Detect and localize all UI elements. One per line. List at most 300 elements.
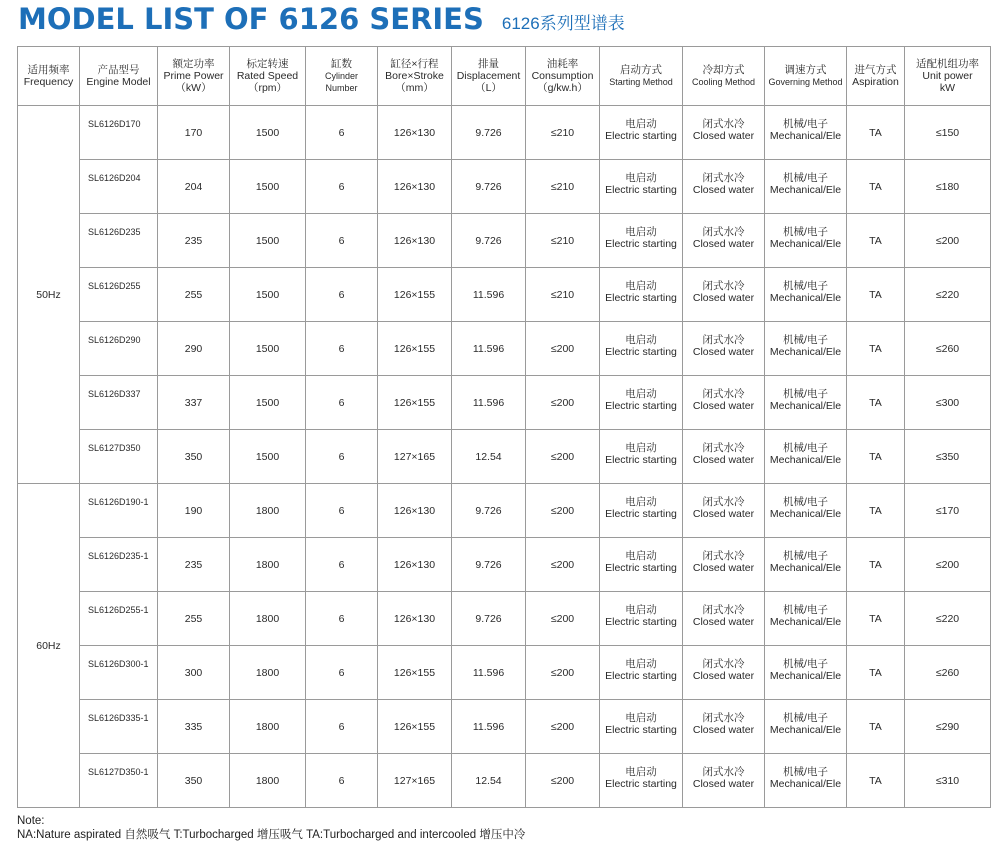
starting-method-cell-en: Electric starting [605, 291, 677, 304]
frequency-cell: 50Hz [18, 106, 80, 484]
column-header-en: Bore×Stroke [385, 70, 444, 82]
consumption-cell: ≤200 [526, 430, 600, 484]
starting-method-cell-en: Electric starting [605, 615, 677, 628]
starting-method-cell-lines [602, 334, 680, 358]
unit-power-cell: ≤180 [905, 160, 991, 214]
cooling-method-cell [683, 484, 765, 538]
cooling-method-cell-lines [685, 226, 762, 250]
governing-method-cell-lines [767, 658, 844, 682]
governing-method-cell-en: Mechanical/Ele [769, 183, 842, 196]
cooling-method-cell-lines [685, 604, 762, 628]
model-list-table [17, 46, 991, 808]
starting-method-cell-cn: 电启动 [625, 711, 657, 724]
column-header [905, 47, 991, 106]
governing-method-cell [765, 268, 847, 322]
governing-method-cell-en: Mechanical/Ele [769, 669, 842, 682]
cylinder-number-cell: 6 [306, 700, 378, 754]
displacement-cell: 11.596 [452, 646, 526, 700]
starting-method-cell-cn: 电启动 [625, 333, 657, 346]
prime-power-cell: 350 [158, 754, 230, 808]
starting-method-cell-cn: 电启动 [625, 549, 657, 562]
bore-stroke-cell: 126×130 [378, 214, 452, 268]
displacement-cell: 9.726 [452, 106, 526, 160]
footnote [17, 814, 525, 842]
governing-method-cell-en: Mechanical/Ele [769, 507, 842, 520]
prime-power-cell: 290 [158, 322, 230, 376]
starting-method-cell [600, 106, 683, 160]
prime-power-cell: 255 [158, 592, 230, 646]
starting-method-cell-en: Electric starting [605, 723, 677, 736]
consumption-cell: ≤210 [526, 160, 600, 214]
cooling-method-cell-en: Closed water [692, 777, 755, 790]
cooling-method-cell-lines [685, 766, 762, 790]
engine-model-cell-value: SL6126D335-1 [88, 712, 149, 723]
cooling-method-cell-cn: 闭式水冷 [702, 495, 745, 508]
cooling-method-cell-cn: 闭式水冷 [702, 387, 745, 400]
consumption-cell: ≤200 [526, 646, 600, 700]
governing-method-cell-cn: 机械/电子 [783, 171, 828, 184]
rated-speed-cell: 1500 [230, 106, 306, 160]
governing-method-cell-en: Mechanical/Ele [769, 615, 842, 628]
cooling-method-cell [683, 322, 765, 376]
column-header-en: Governing Method [768, 77, 843, 87]
governing-method-cell-en: Mechanical/Ele [769, 345, 842, 358]
starting-method-cell-lines [602, 226, 680, 250]
starting-method-cell-cn: 电启动 [625, 495, 657, 508]
unit-power-cell: ≤170 [905, 484, 991, 538]
column-header-cn: 适配机组功率 [916, 58, 979, 70]
cooling-method-cell-cn: 闭式水冷 [702, 603, 745, 616]
cooling-method-cell [683, 754, 765, 808]
column-header-en: Starting Method [609, 77, 673, 87]
engine-model-cell-value: SL6126D235 [88, 226, 141, 237]
consumption-cell: ≤200 [526, 484, 600, 538]
column-header-unit: （kW） [175, 82, 212, 94]
page-subtitle: 6126系列型谱表 [501, 14, 625, 33]
governing-method-cell [765, 538, 847, 592]
cylinder-number-cell: 6 [306, 646, 378, 700]
governing-method-cell [765, 106, 847, 160]
page-title-row [18, 2, 625, 42]
engine-model-cell [80, 268, 158, 322]
engine-model-cell [80, 538, 158, 592]
displacement-cell: 11.596 [452, 700, 526, 754]
column-header [600, 47, 683, 106]
aspiration-cell: TA [847, 700, 905, 754]
cooling-method-cell-en: Closed water [692, 615, 755, 628]
rated-speed-cell: 1500 [230, 322, 306, 376]
governing-method-cell-cn: 机械/电子 [783, 657, 828, 670]
displacement-cell: 9.726 [452, 592, 526, 646]
engine-model-cell [80, 700, 158, 754]
starting-method-cell-cn: 电启动 [625, 225, 657, 238]
starting-method-cell [600, 160, 683, 214]
consumption-cell: ≤200 [526, 754, 600, 808]
note-label: Note: [17, 815, 45, 827]
cooling-method-cell [683, 592, 765, 646]
column-header-cn: 排量 [478, 58, 499, 70]
cooling-method-cell-lines [685, 658, 762, 682]
rated-speed-cell: 1800 [230, 754, 306, 808]
bore-stroke-cell: 127×165 [378, 754, 452, 808]
prime-power-cell: 204 [158, 160, 230, 214]
table-row [18, 268, 991, 322]
starting-method-cell-cn: 电启动 [625, 657, 657, 670]
column-header-cn: 适用频率 [27, 64, 70, 76]
cooling-method-cell-lines [685, 550, 762, 574]
bore-stroke-cell: 126×155 [378, 700, 452, 754]
bore-stroke-cell: 126×130 [378, 592, 452, 646]
cooling-method-cell [683, 538, 765, 592]
starting-method-cell-lines [602, 658, 680, 682]
aspiration-cell: TA [847, 268, 905, 322]
governing-method-cell-cn: 机械/电子 [783, 603, 828, 616]
column-header [306, 47, 378, 106]
table-row [18, 322, 991, 376]
starting-method-cell [600, 430, 683, 484]
unit-power-cell: ≤260 [905, 322, 991, 376]
governing-method-cell-en: Mechanical/Ele [769, 777, 842, 790]
column-header-unit: （L） [475, 82, 502, 94]
starting-method-cell-en: Electric starting [605, 453, 677, 466]
prime-power-cell: 235 [158, 538, 230, 592]
governing-method-cell-cn: 机械/电子 [783, 225, 828, 238]
column-header [526, 47, 600, 106]
column-header-cn: 缸径×行程 [390, 58, 439, 70]
starting-method-cell-lines [602, 712, 680, 736]
governing-method-cell [765, 376, 847, 430]
column-header-unit: （rpm） [247, 82, 288, 94]
column-header [18, 47, 80, 106]
table-header-row [18, 47, 991, 106]
bore-stroke-cell: 126×130 [378, 538, 452, 592]
starting-method-cell-cn: 电启动 [625, 117, 657, 130]
cooling-method-cell-cn: 闭式水冷 [702, 279, 745, 292]
cooling-method-cell-en: Closed water [692, 237, 755, 250]
engine-model-cell-value: SL6126D290 [88, 334, 141, 345]
cooling-method-cell-cn: 闭式水冷 [702, 117, 745, 130]
aspiration-cell: TA [847, 322, 905, 376]
starting-method-cell-lines [602, 172, 680, 196]
column-header-cn: 标定转速 [246, 58, 289, 70]
cylinder-number-cell: 6 [306, 322, 378, 376]
governing-method-cell [765, 700, 847, 754]
governing-method-cell [765, 160, 847, 214]
aspiration-cell: TA [847, 430, 905, 484]
starting-method-cell [600, 484, 683, 538]
starting-method-cell-cn: 电启动 [625, 765, 657, 778]
starting-method-cell-en: Electric starting [605, 129, 677, 142]
column-header-en: Rated Speed [236, 70, 299, 82]
starting-method-cell-cn: 电启动 [625, 603, 657, 616]
starting-method-cell [600, 214, 683, 268]
starting-method-cell [600, 322, 683, 376]
column-header-cn: 进气方式 [854, 64, 897, 76]
prime-power-cell: 335 [158, 700, 230, 754]
cooling-method-cell-cn: 闭式水冷 [702, 657, 745, 670]
column-header [847, 47, 905, 106]
cylinder-number-cell: 6 [306, 430, 378, 484]
column-header-cn: 启动方式 [620, 64, 662, 76]
governing-method-cell-en: Mechanical/Ele [769, 723, 842, 736]
column-header-en: Frequency [23, 76, 74, 88]
governing-method-cell-lines [767, 226, 844, 250]
governing-method-cell [765, 754, 847, 808]
prime-power-cell: 300 [158, 646, 230, 700]
bore-stroke-cell: 126×155 [378, 376, 452, 430]
governing-method-cell-lines [767, 604, 844, 628]
rated-speed-cell: 1500 [230, 160, 306, 214]
governing-method-cell-en: Mechanical/Ele [769, 453, 842, 466]
cooling-method-cell-en: Closed water [692, 669, 755, 682]
engine-model-cell [80, 430, 158, 484]
consumption-cell: ≤200 [526, 376, 600, 430]
cooling-method-cell-en: Closed water [692, 291, 755, 304]
column-header [765, 47, 847, 106]
column-header-en: Prime Power [163, 70, 224, 82]
governing-method-cell-lines [767, 496, 844, 520]
bore-stroke-cell: 126×155 [378, 646, 452, 700]
cooling-method-cell [683, 106, 765, 160]
starting-method-cell-lines [602, 280, 680, 304]
frequency-cell: 60Hz [18, 484, 80, 808]
governing-method-cell-lines [767, 280, 844, 304]
cooling-method-cell-lines [685, 334, 762, 358]
governing-method-cell-en: Mechanical/Ele [769, 561, 842, 574]
governing-method-cell-cn: 机械/电子 [783, 333, 828, 346]
governing-method-cell-lines [767, 334, 844, 358]
cylinder-number-cell: 6 [306, 376, 378, 430]
column-header-en: Cooling Method [691, 77, 756, 87]
engine-model-cell [80, 646, 158, 700]
aspiration-cell: TA [847, 538, 905, 592]
starting-method-cell-cn: 电启动 [625, 171, 657, 184]
engine-model-cell [80, 322, 158, 376]
table-row [18, 646, 991, 700]
governing-method-cell-lines [767, 442, 844, 466]
governing-method-cell-en: Mechanical/Ele [769, 399, 842, 412]
starting-method-cell-lines [602, 118, 680, 142]
column-header-en: Consumption [531, 70, 594, 82]
unit-power-cell: ≤220 [905, 592, 991, 646]
governing-method-cell [765, 592, 847, 646]
starting-method-cell-en: Electric starting [605, 237, 677, 250]
cooling-method-cell [683, 214, 765, 268]
column-header-unit: （mm） [395, 82, 434, 94]
cooling-method-cell [683, 268, 765, 322]
prime-power-cell: 170 [158, 106, 230, 160]
starting-method-cell-en: Electric starting [605, 345, 677, 358]
starting-method-cell-cn: 电启动 [625, 441, 657, 454]
table-row [18, 376, 991, 430]
governing-method-cell-cn: 机械/电子 [783, 117, 828, 130]
engine-model-cell-value: SL6126D255 [88, 280, 141, 291]
starting-method-cell [600, 592, 683, 646]
starting-method-cell-lines [602, 550, 680, 574]
governing-method-cell [765, 322, 847, 376]
rated-speed-cell: 1800 [230, 538, 306, 592]
aspiration-cell: TA [847, 214, 905, 268]
governing-method-cell-cn: 机械/电子 [783, 495, 828, 508]
governing-method-cell-cn: 机械/电子 [783, 711, 828, 724]
cylinder-number-cell: 6 [306, 268, 378, 322]
governing-method-cell [765, 214, 847, 268]
aspiration-cell: TA [847, 592, 905, 646]
column-header [452, 47, 526, 106]
cooling-method-cell-cn: 闭式水冷 [702, 171, 745, 184]
unit-power-cell: ≤260 [905, 646, 991, 700]
cooling-method-cell-cn: 闭式水冷 [702, 333, 745, 346]
cylinder-number-cell: 6 [306, 106, 378, 160]
rated-speed-cell: 1800 [230, 592, 306, 646]
column-header-unit: （g/kw.h） [537, 82, 588, 94]
bore-stroke-cell: 127×165 [378, 430, 452, 484]
starting-method-cell-lines [602, 388, 680, 412]
displacement-cell: 9.726 [452, 538, 526, 592]
governing-method-cell-lines [767, 766, 844, 790]
engine-model-cell-value: SL6127D350-1 [88, 766, 149, 777]
rated-speed-cell: 1500 [230, 268, 306, 322]
engine-model-cell [80, 106, 158, 160]
displacement-cell: 11.596 [452, 322, 526, 376]
cylinder-number-cell: 6 [306, 538, 378, 592]
cylinder-number-cell: 6 [306, 484, 378, 538]
column-header-unit: kW [939, 82, 956, 94]
cooling-method-cell-en: Closed water [692, 129, 755, 142]
cooling-method-cell-lines [685, 442, 762, 466]
unit-power-cell: ≤150 [905, 106, 991, 160]
prime-power-cell: 255 [158, 268, 230, 322]
cooling-method-cell-lines [685, 280, 762, 304]
cooling-method-cell-en: Closed water [692, 723, 755, 736]
governing-method-cell-cn: 机械/电子 [783, 387, 828, 400]
table-row [18, 484, 991, 538]
aspiration-cell: TA [847, 646, 905, 700]
cooling-method-cell-en: Closed water [692, 453, 755, 466]
governing-method-cell-en: Mechanical/Ele [769, 129, 842, 142]
governing-method-cell-en: Mechanical/Ele [769, 291, 842, 304]
starting-method-cell [600, 700, 683, 754]
consumption-cell: ≤200 [526, 592, 600, 646]
cooling-method-cell-cn: 闭式水冷 [702, 765, 745, 778]
column-header [80, 47, 158, 106]
engine-model-cell-value: SL6126D204 [88, 172, 141, 183]
column-header-en: Cylinder Number [324, 71, 358, 93]
cylinder-number-cell: 6 [306, 754, 378, 808]
displacement-cell: 9.726 [452, 160, 526, 214]
column-header-cn: 额定功率 [172, 58, 215, 70]
consumption-cell: ≤210 [526, 106, 600, 160]
cooling-method-cell-en: Closed water [692, 345, 755, 358]
unit-power-cell: ≤200 [905, 214, 991, 268]
starting-method-cell-lines [602, 766, 680, 790]
governing-method-cell [765, 430, 847, 484]
cooling-method-cell-en: Closed water [692, 561, 755, 574]
governing-method-cell-cn: 机械/电子 [783, 441, 828, 454]
engine-model-cell-value: SL6126D337 [88, 388, 141, 399]
table-row [18, 754, 991, 808]
governing-method-cell-lines [767, 712, 844, 736]
cooling-method-cell [683, 700, 765, 754]
engine-model-cell [80, 484, 158, 538]
engine-model-cell-value: SL6126D255-1 [88, 604, 149, 615]
consumption-cell: ≤210 [526, 214, 600, 268]
cooling-method-cell-cn: 闭式水冷 [702, 225, 745, 238]
cooling-method-cell-lines [685, 172, 762, 196]
cylinder-number-cell: 6 [306, 160, 378, 214]
cooling-method-cell-en: Closed water [692, 507, 755, 520]
table-body [18, 106, 991, 808]
rated-speed-cell: 1800 [230, 700, 306, 754]
table-row [18, 214, 991, 268]
note-text: NA:Nature aspirated 自然吸气 T:Turbocharged 增压吸气 TA:Turbocharged and intercooled 增压中冷 [17, 829, 526, 841]
rated-speed-cell: 1800 [230, 646, 306, 700]
column-header [158, 47, 230, 106]
displacement-cell: 11.596 [452, 268, 526, 322]
page-title: MODEL LIST OF 6126 SERIES [18, 2, 484, 36]
cooling-method-cell-en: Closed water [692, 183, 755, 196]
unit-power-cell: ≤350 [905, 430, 991, 484]
governing-method-cell-en: Mechanical/Ele [769, 237, 842, 250]
starting-method-cell-cn: 电启动 [625, 279, 657, 292]
starting-method-cell-en: Electric starting [605, 399, 677, 412]
governing-method-cell-cn: 机械/电子 [783, 549, 828, 562]
unit-power-cell: ≤300 [905, 376, 991, 430]
cooling-method-cell [683, 430, 765, 484]
unit-power-cell: ≤290 [905, 700, 991, 754]
starting-method-cell-lines [602, 442, 680, 466]
displacement-cell: 9.726 [452, 214, 526, 268]
table-row [18, 538, 991, 592]
governing-method-cell [765, 484, 847, 538]
column-header-en: Displacement [456, 70, 521, 82]
engine-model-cell-value: SL6126D235-1 [88, 550, 149, 561]
governing-method-cell [765, 646, 847, 700]
bore-stroke-cell: 126×155 [378, 322, 452, 376]
cooling-method-cell [683, 160, 765, 214]
table-row [18, 160, 991, 214]
engine-model-cell-value: SL6127D350 [88, 442, 141, 453]
bore-stroke-cell: 126×130 [378, 160, 452, 214]
cooling-method-cell-lines [685, 388, 762, 412]
cooling-method-cell-lines [685, 118, 762, 142]
unit-power-cell: ≤220 [905, 268, 991, 322]
engine-model-cell [80, 592, 158, 646]
governing-method-cell-lines [767, 388, 844, 412]
engine-model-cell [80, 214, 158, 268]
engine-model-cell-value: SL6126D190-1 [88, 496, 149, 507]
prime-power-cell: 337 [158, 376, 230, 430]
starting-method-cell [600, 376, 683, 430]
aspiration-cell: TA [847, 754, 905, 808]
column-header-en: Aspiration [852, 76, 899, 88]
prime-power-cell: 190 [158, 484, 230, 538]
column-header-cn: 冷却方式 [702, 64, 745, 76]
consumption-cell: ≤200 [526, 700, 600, 754]
cooling-method-cell-lines [685, 496, 762, 520]
governing-method-cell-cn: 机械/电子 [783, 279, 828, 292]
consumption-cell: ≤200 [526, 538, 600, 592]
displacement-cell: 9.726 [452, 484, 526, 538]
starting-method-cell-en: Electric starting [605, 561, 677, 574]
cooling-method-cell-cn: 闭式水冷 [702, 711, 745, 724]
engine-model-cell-value: SL6126D300-1 [88, 658, 149, 669]
governing-method-cell-lines [767, 172, 844, 196]
rated-speed-cell: 1500 [230, 430, 306, 484]
cooling-method-cell [683, 376, 765, 430]
consumption-cell: ≤210 [526, 268, 600, 322]
cooling-method-cell-lines [685, 712, 762, 736]
